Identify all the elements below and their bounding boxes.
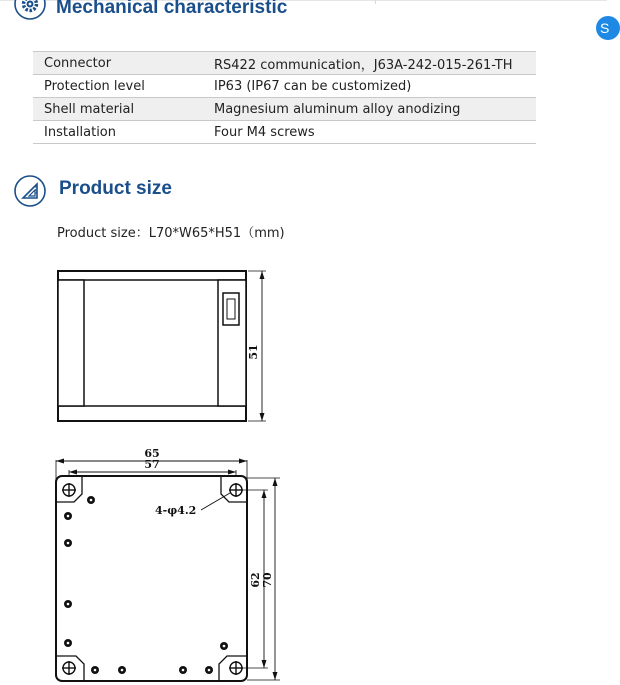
mechanical-section-title: Mechanical characteristic (56, 0, 288, 18)
spec-label: Connector (33, 52, 203, 75)
hole-callout-label: 4-φ4.2 (155, 504, 197, 517)
top-divider-tick (375, 0, 376, 4)
table-row (33, 75, 536, 98)
side-height-label: 51 (247, 344, 260, 360)
table-row (33, 121, 536, 144)
spec-label: Protection level (33, 75, 203, 98)
spec-value: Four M4 screws (203, 121, 536, 144)
gear-icon (12, 0, 48, 22)
top-view-drawing (40, 440, 290, 685)
table-row (33, 98, 536, 121)
hole-height-label: 62 (249, 572, 262, 588)
spec-label: Installation (33, 121, 203, 144)
spec-value: IP63 (IP67 can be customized) (203, 75, 536, 98)
mechanical-spec-table (33, 51, 536, 144)
spec-value: RS422 communication，J63A-242-015-261-TH (203, 52, 536, 75)
table-row (33, 52, 536, 75)
ruler-triangle-icon (13, 174, 47, 208)
side-view-drawing (50, 266, 280, 431)
outer-height-label: 70 (261, 572, 274, 588)
product-size-text: Product size：L70*W65*H51（mm) (57, 226, 285, 241)
spec-label: Shell material (33, 98, 203, 121)
outer-width-label: 65 (144, 447, 160, 460)
side-badge[interactable]: S (596, 16, 620, 40)
spec-value: Magnesium aluminum alloy anodizing (203, 98, 536, 121)
product-size-section-title: Product size (59, 178, 172, 199)
hole-width-label: 57 (144, 458, 160, 471)
